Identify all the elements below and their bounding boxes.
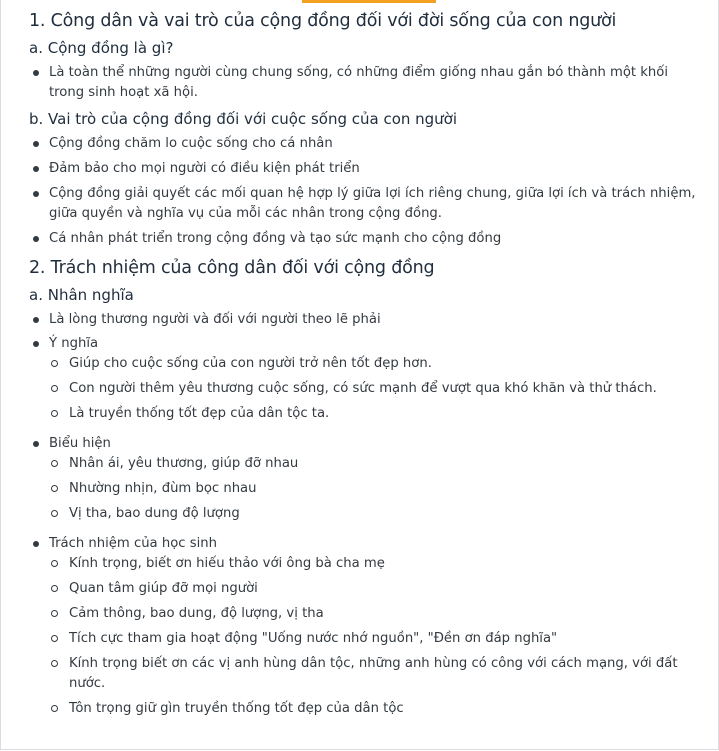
sublist-item: Tích cực tham gia hoạt động "Uống nước nhớ nguồn", "Đền ơn đáp nghĩa" (29, 629, 699, 649)
sublist-bieu-hien (29, 454, 699, 524)
sublist-item: Kính trọng biết ơn các vị anh hùng dân tộc, những anh hùng có công với cách mạng, với đất nước. (29, 654, 699, 694)
sublist-item: Vị tha, bao dung độ lượng (29, 504, 699, 524)
sublist-item: Giúp cho cuộc sống của con người trở nên tốt đẹp hơn. (29, 354, 699, 374)
list-item: Đảm bảo cho mọi người có điều kiện phát triển (29, 159, 699, 179)
section-2a-title: a. Nhân nghĩa (29, 286, 134, 304)
sublist-trach-nhiem (29, 554, 699, 719)
sublist-item: Nhường nhịn, đùm bọc nhau (29, 479, 699, 499)
section-1-title: 1. Công dân và vai trò của cộng đồng đối với đời sống của con người (29, 11, 617, 31)
section-2-title: 2. Trách nhiệm của công dân đối với cộng đồng (29, 258, 435, 278)
list-item-trach-nhiem (29, 534, 699, 554)
sublist-item: Là truyền thống tốt đẹp của dân tộc ta. (29, 404, 699, 424)
accent-bar (302, 0, 436, 3)
list-item-bieu-hien (29, 434, 699, 454)
list-item: Cộng đồng giải quyết các mối quan hệ hợp lý giữa lợi ích riêng chung, giữa lợi ích và trách nhiệm, giữa quyền và nghĩa vụ của mỗi các nhân trong cộng đồng. (29, 184, 699, 224)
section-2a-list (29, 310, 699, 719)
list-item: Là toàn thể những người cùng chung sống, có những điểm giống nhau gắn bó thành một khối trong sinh hoạt xã hội. (29, 63, 699, 103)
list-item-label: Ý nghĩa (49, 336, 99, 351)
sublist-item: Kính trọng, biết ơn hiếu thảo với ông bà cha mẹ (29, 554, 699, 574)
sublist-item: Nhân ái, yêu thương, giúp đỡ nhau (29, 454, 699, 474)
list-item: Cộng đồng chăm lo cuộc sống cho cá nhân (29, 134, 699, 154)
list-item: Cá nhân phát triển trong cộng đồng và tạo sức mạnh cho cộng đồng (29, 229, 699, 249)
sublist-y-nghia (29, 354, 699, 424)
section-1a-title: a. Cộng đồng là gì? (29, 39, 174, 57)
section-1a-list (29, 63, 699, 103)
sublist-item: Tôn trọng giữ gìn truyền thống tốt đẹp của dân tộc (29, 699, 699, 719)
sublist-item: Quan tâm giúp đỡ mọi người (29, 579, 699, 599)
list-item-label: Trách nhiệm của học sinh (49, 536, 217, 551)
sublist-item: Cảm thông, bao dung, độ lượng, vị tha (29, 604, 699, 624)
sublist-item: Con người thêm yêu thương cuộc sống, có sức mạnh để vượt qua khó khăn và thử thách. (29, 379, 699, 399)
list-item: Là lòng thương người và đối với người theo lẽ phải (29, 310, 699, 330)
section-1b-list (29, 134, 699, 249)
list-item-label: Biểu hiện (49, 436, 111, 451)
list-item-y-nghia (29, 334, 699, 354)
section-1b-title: b. Vai trò của cộng đồng đối với cuộc sống của con người (29, 110, 458, 128)
article-content (29, 9, 699, 719)
